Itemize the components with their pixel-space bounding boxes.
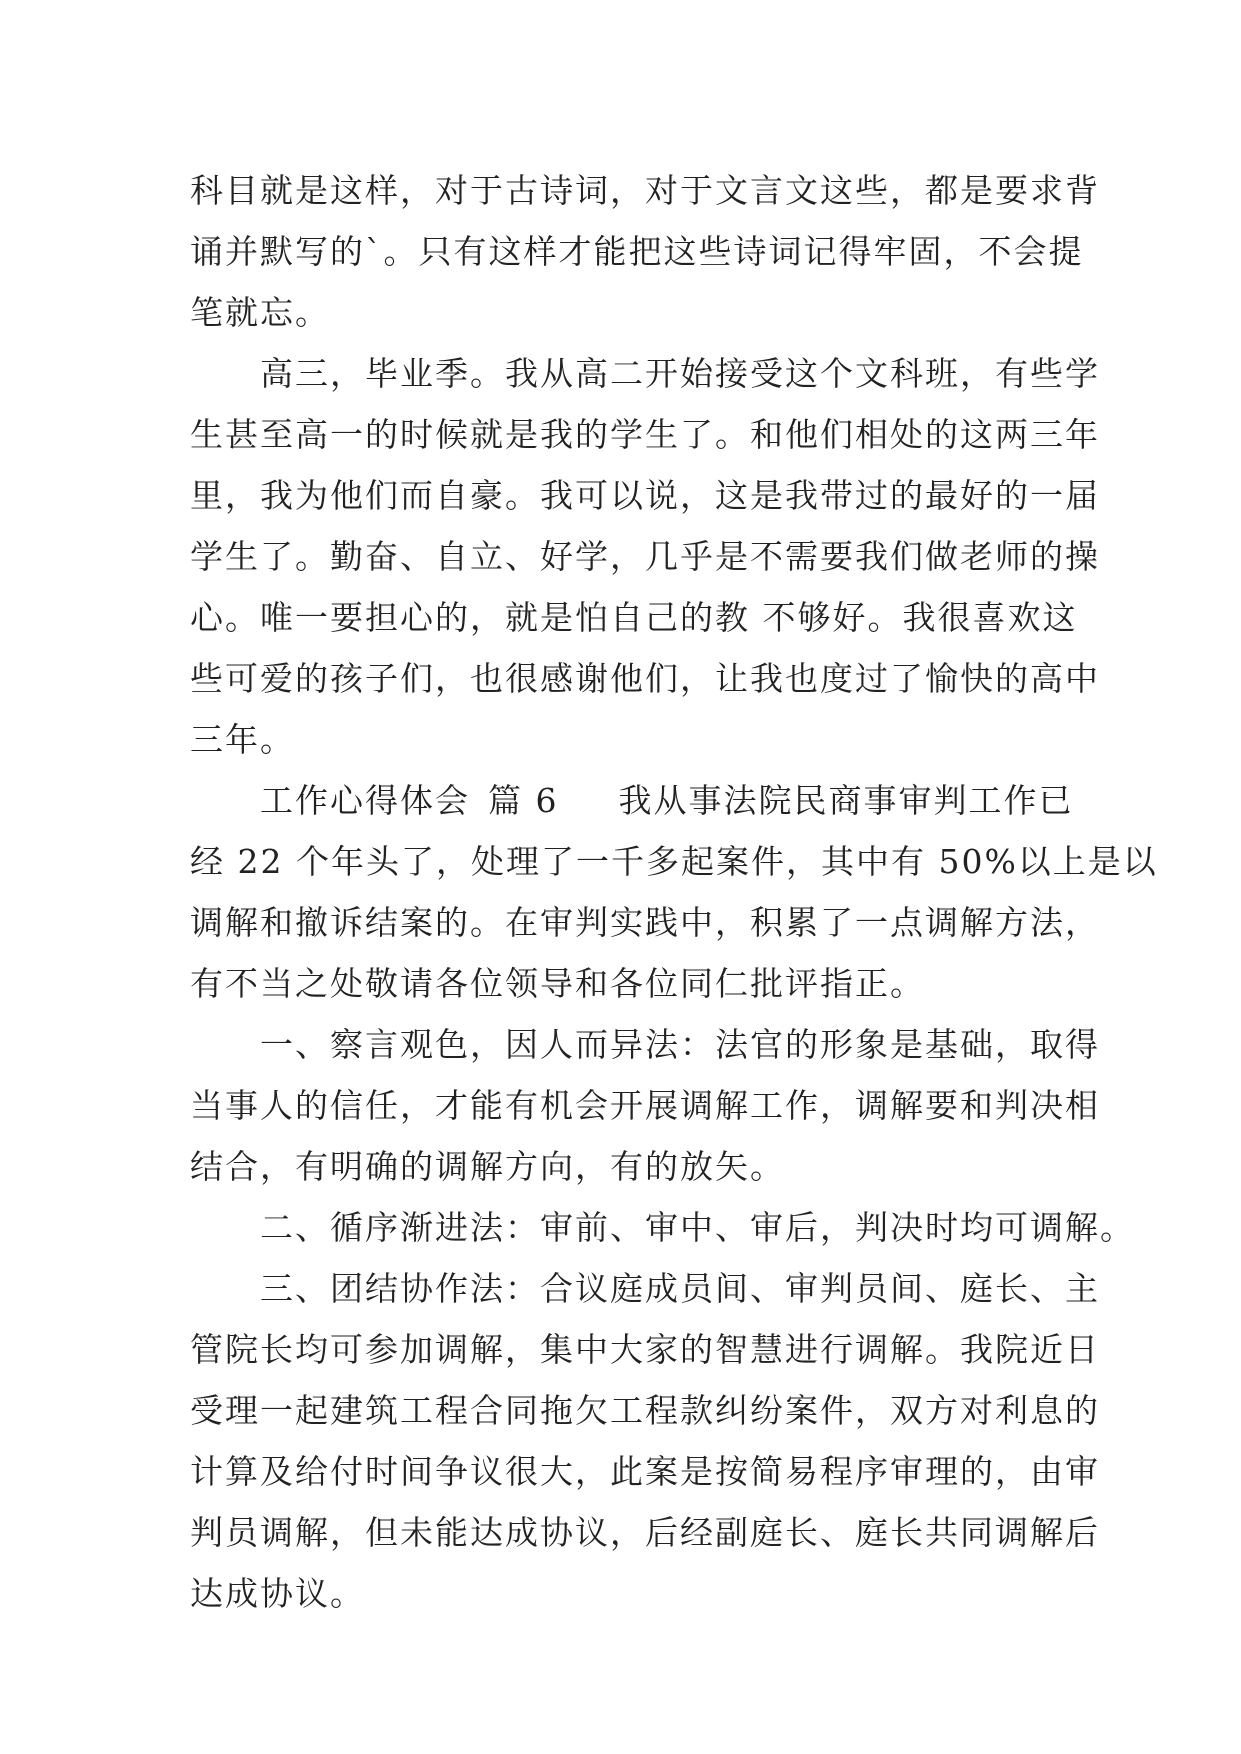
text-line: 达成协议。 [190, 1574, 365, 1613]
text-line: 二、循序渐进法：审前、审中、审后，判决时均可调解。 [260, 1208, 1135, 1247]
text-line: 笔就忘。 [190, 293, 330, 332]
text-line: 一、察言观色，因人而异法：法官的形象是基础，取得 [260, 1025, 1100, 1064]
text-line: 判员调解，但未能达成协议，后经副庭长、庭长共同调解后 [190, 1513, 1100, 1552]
text-line: 诵并默写的`。只有这样才能把这些诗词记得牢固，不会提 [190, 232, 1084, 271]
text-line: 三、团结协作法：合议庭成员间、审判员间、庭长、主 [260, 1269, 1100, 1308]
text-line: 学生了。勤奋、自立、好学，几乎是不需要我们做老师的操 [190, 537, 1100, 576]
text-line: 生甚至高一的时候就是我的学生了。和他们相处的这两三年 [190, 415, 1100, 454]
text-line: 些可爱的孩子们，也很感谢他们，让我也度过了愉快的高中 [190, 659, 1100, 698]
paragraph-4 [190, 1014, 1100, 1197]
paragraph-5 [190, 1197, 1135, 1258]
text-line: 调解和撤诉结案的。在审判实践中，积累了一点调解方法， [190, 903, 1100, 942]
text-line: 我从事法院民商事审判工作已 [618, 781, 1074, 820]
paragraph-2 [190, 343, 1100, 770]
text-line: 高三，毕业季。我从高二开始接受这个文科班，有些学 [260, 354, 1100, 393]
text-line: 里，我为他们而自豪。我可以说，这是我带过的最好的一届 [190, 476, 1100, 515]
paragraph-3 [190, 770, 1158, 1014]
paragraph-1 [190, 160, 1100, 343]
section-number: 篇 6 [488, 781, 559, 820]
text-line: 心。唯一要担心的，就是怕自己的教 不够好。我很喜欢这 [190, 598, 1078, 637]
section-heading-line [190, 770, 1074, 831]
text-line: 管院长均可参加调解，集中大家的智慧进行调解。我院近日 [190, 1330, 1100, 1369]
text-line: 受理一起建筑工程合同拖欠工程款纠纷案件，双方对利息的 [190, 1391, 1100, 1430]
text-line: 当事人的信任，才能有机会开展调解工作，调解要和判决相 [190, 1086, 1100, 1125]
text-line: 结合，有明确的调解方向，有的放矢。 [190, 1147, 785, 1186]
text-line: 科目就是这样，对于古诗词，对于文言文这些，都是要求背 [190, 171, 1100, 210]
paragraph-6 [190, 1258, 1100, 1624]
text-line: 计算及给付时间争议很大，此案是按简易程序审理的，由审 [190, 1452, 1100, 1491]
section-heading: 工作心得体会 [260, 781, 470, 820]
document-body [190, 160, 1158, 1624]
text-line: 经 22 个年头了，处理了一千多起案件，其中有 50%以上是以 [190, 842, 1158, 881]
text-line: 三年。 [190, 720, 295, 759]
text-line: 有不当之处敬请各位领导和各位同仁批评指正。 [190, 964, 925, 1003]
